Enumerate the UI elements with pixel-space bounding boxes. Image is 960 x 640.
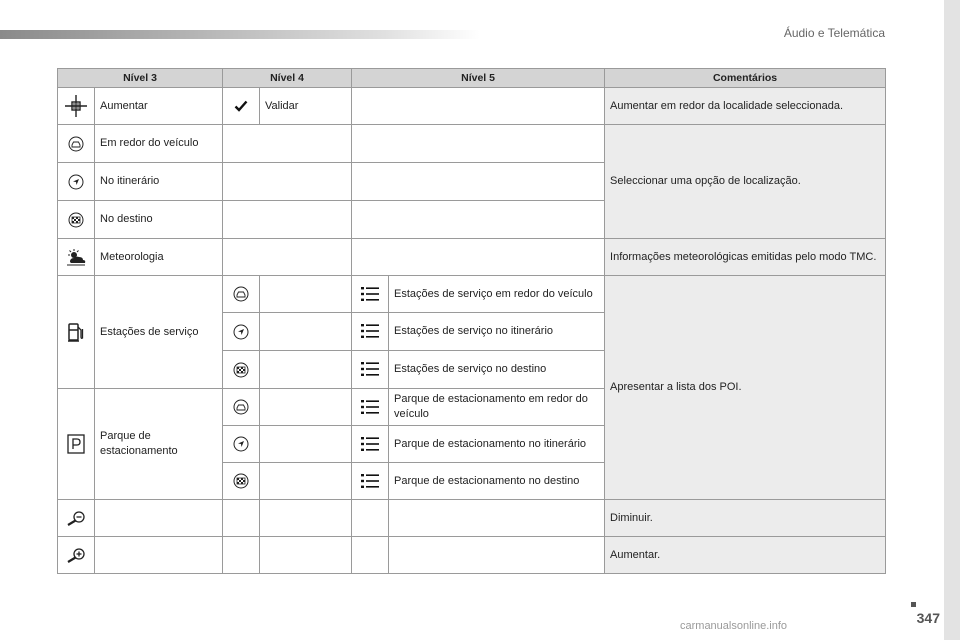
header-decoration-bar: [0, 30, 480, 39]
destination-label: No destino: [95, 201, 223, 239]
destination-flag-icon: [233, 473, 249, 489]
weather-label: Meteorologia: [95, 239, 223, 276]
parking-route: Parque de estacionamento no itinerário: [389, 426, 605, 463]
page-section-title: Áudio e Telemática: [783, 26, 885, 40]
destination-flag-icon: [68, 212, 84, 228]
list-icon: [361, 474, 379, 488]
table-row: [58, 537, 886, 574]
around-vehicle-icon: [68, 136, 84, 152]
around-vehicle-icon: [233, 399, 249, 415]
table-header-row: [58, 69, 886, 88]
checkmark-icon: [234, 99, 248, 113]
service-stations-around: Estações de serviço em redor do veículo: [389, 276, 605, 313]
header-level4: Nível 4: [223, 69, 352, 88]
validate-icon-cell: [223, 88, 260, 125]
zoom-out-comment: Diminuir.: [605, 500, 886, 537]
around-vehicle-icon: [233, 286, 249, 302]
zoom-in-icon: [66, 547, 86, 563]
on-route-icon: [233, 324, 249, 340]
list-icon: [361, 324, 379, 338]
weather-icon: [65, 248, 87, 266]
service-stations-label: Estações de serviço: [95, 276, 223, 389]
table-row: [58, 500, 886, 537]
service-stations-destination: Estações de serviço no destino: [389, 351, 605, 389]
list-icon: [361, 437, 379, 451]
fuel-pump-icon: [67, 321, 85, 343]
header-level5: Nível 5: [352, 69, 605, 88]
on-route-icon: [68, 174, 84, 190]
table-row: [58, 125, 886, 163]
validate-label: Validar: [260, 88, 352, 125]
zoom-in-comment: Aumentar em redor da localidade seleccionada.: [605, 88, 886, 125]
destination-flag-icon: [233, 362, 249, 378]
page-number: 347: [916, 610, 940, 626]
footer-watermark: carmanualsonline.info: [680, 620, 788, 632]
on-route-label: No itinerário: [95, 163, 223, 201]
on-route-icon: [233, 436, 249, 452]
table-row: [58, 88, 886, 125]
weather-comment: Informações meteorológicas emitidas pelo modo TMC.: [605, 239, 886, 276]
zoom-out-icon: [66, 510, 86, 526]
parking-destination: Parque de estacionamento no destino: [389, 463, 605, 500]
poi-list-comment: Apresentar a lista dos POI.: [605, 276, 886, 500]
list-icon: [361, 362, 379, 376]
parking-label: Parque de estacionamento: [95, 389, 223, 500]
list-icon: [361, 400, 379, 414]
parking-around: Parque de estacionamento em redor do veículo: [389, 389, 605, 426]
page-edge-strip: [944, 0, 960, 640]
list-icon: [361, 287, 379, 301]
zoom-in-icon-cell: [58, 88, 95, 125]
page-marker: [911, 602, 916, 607]
navigation-menu-table: [57, 68, 886, 574]
table-row: [58, 239, 886, 276]
zoom-in-comment-bottom: Aumentar.: [605, 537, 886, 574]
around-vehicle-label: Em redor do veículo: [95, 125, 223, 163]
header-comments: Comentários: [605, 69, 886, 88]
service-stations-route: Estações de serviço no itinerário: [389, 313, 605, 351]
location-option-comment: Seleccionar uma opção de localização.: [605, 125, 886, 239]
zoom-crosshair-icon: [64, 94, 88, 118]
zoom-in-label: Aumentar: [95, 88, 223, 125]
parking-icon: [67, 434, 85, 454]
table-row: [58, 276, 886, 313]
header-level3: Nível 3: [58, 69, 223, 88]
